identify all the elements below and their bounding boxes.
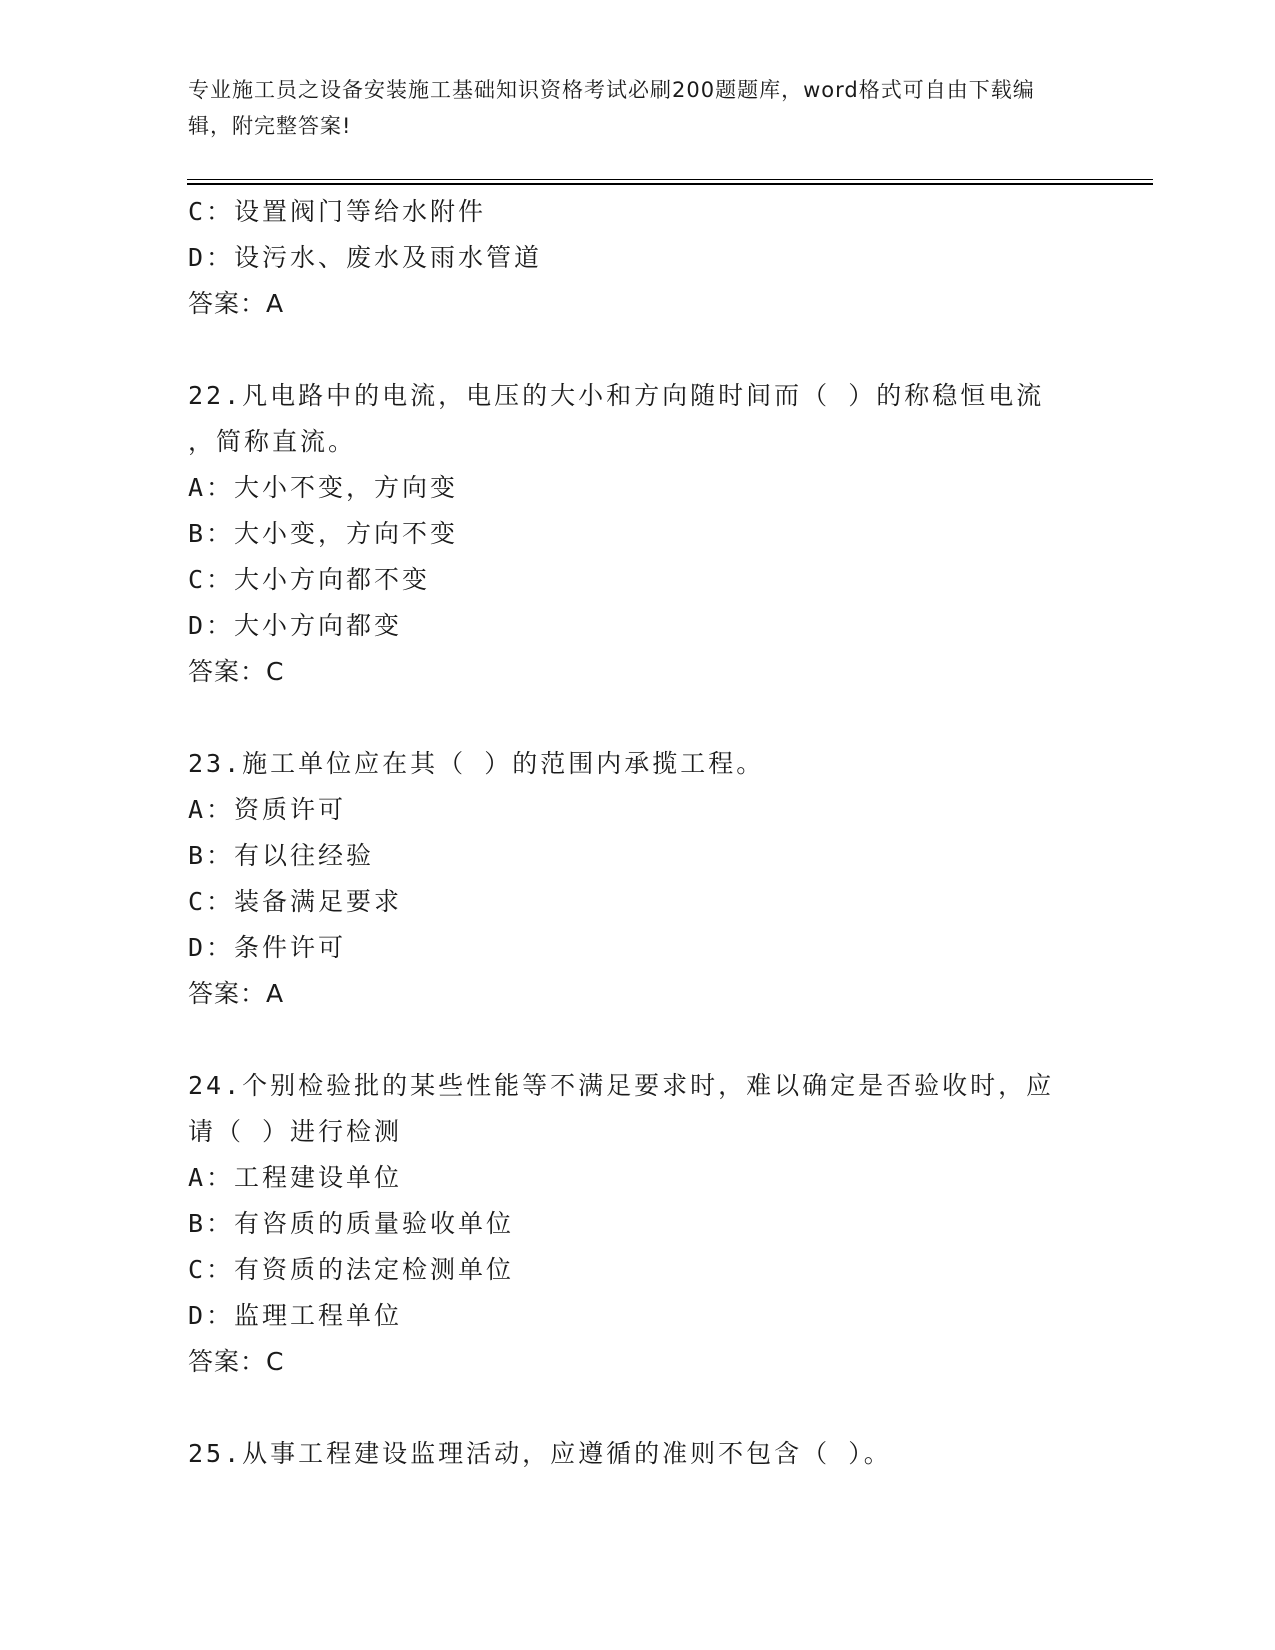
spacer: [188, 327, 1088, 373]
answer-line: 答案：C: [188, 1347, 285, 1376]
option-b: B：大小变，方向不变: [188, 519, 459, 548]
option-c: C：大小方向都不变: [188, 565, 431, 594]
option-c: C：装备满足要求: [188, 887, 403, 916]
option-c: C：设置阀门等给水附件: [188, 197, 487, 226]
carryover-block: [188, 189, 1088, 327]
option-d: D：设污水、废水及雨水管道: [188, 243, 543, 272]
header-rule-thick: [187, 183, 1153, 185]
header-rule-thin: [187, 179, 1153, 180]
question-stem: 25.从事工程建设监理活动，应遵循的准则不包含（ ）。: [188, 1439, 892, 1468]
option-c: C：有资质的法定检测单位: [188, 1255, 515, 1284]
question-stem-continued: 请（ ）进行检测: [188, 1117, 403, 1146]
question-stem: 24.个别检验批的某些性能等不满足要求时，难以确定是否验收时，应: [188, 1071, 1055, 1100]
option-d: D：大小方向都变: [188, 611, 403, 640]
option-b: B：有咨质的质量验收单位: [188, 1209, 515, 1238]
answer-line: 答案：A: [188, 289, 285, 318]
option-a: A：资质许可: [188, 795, 347, 824]
document-title: 专业施工员之设备安装施工基础知识资格考试必刷200题题库，word格式可自由下载编辑，附完整答案!: [188, 78, 1035, 138]
spacer: [188, 1017, 1088, 1063]
question-22: [188, 373, 1088, 695]
option-d: D：条件许可: [188, 933, 347, 962]
question-23: [188, 741, 1088, 1017]
question-25: [188, 1431, 1088, 1477]
option-b: B：有以往经验: [188, 841, 375, 870]
answer-line: 答案：A: [188, 979, 285, 1008]
spacer: [188, 1385, 1088, 1431]
question-stem-continued: ，简称直流。: [188, 427, 357, 456]
option-d: D：监理工程单位: [188, 1301, 403, 1330]
question-stem: 22.凡电路中的电流，电压的大小和方向随时间而（ ）的称稳恒电流: [188, 381, 1045, 410]
question-list: [188, 189, 1088, 1477]
option-a: A：大小不变，方向变: [188, 473, 459, 502]
question-24: [188, 1063, 1088, 1385]
option-a: A：工程建设单位: [188, 1163, 403, 1192]
answer-line: 答案：C: [188, 657, 285, 686]
question-stem: 23.施工单位应在其（ ）的范围内承揽工程。: [188, 749, 765, 778]
document-header: [188, 72, 1068, 144]
spacer: [188, 695, 1088, 741]
